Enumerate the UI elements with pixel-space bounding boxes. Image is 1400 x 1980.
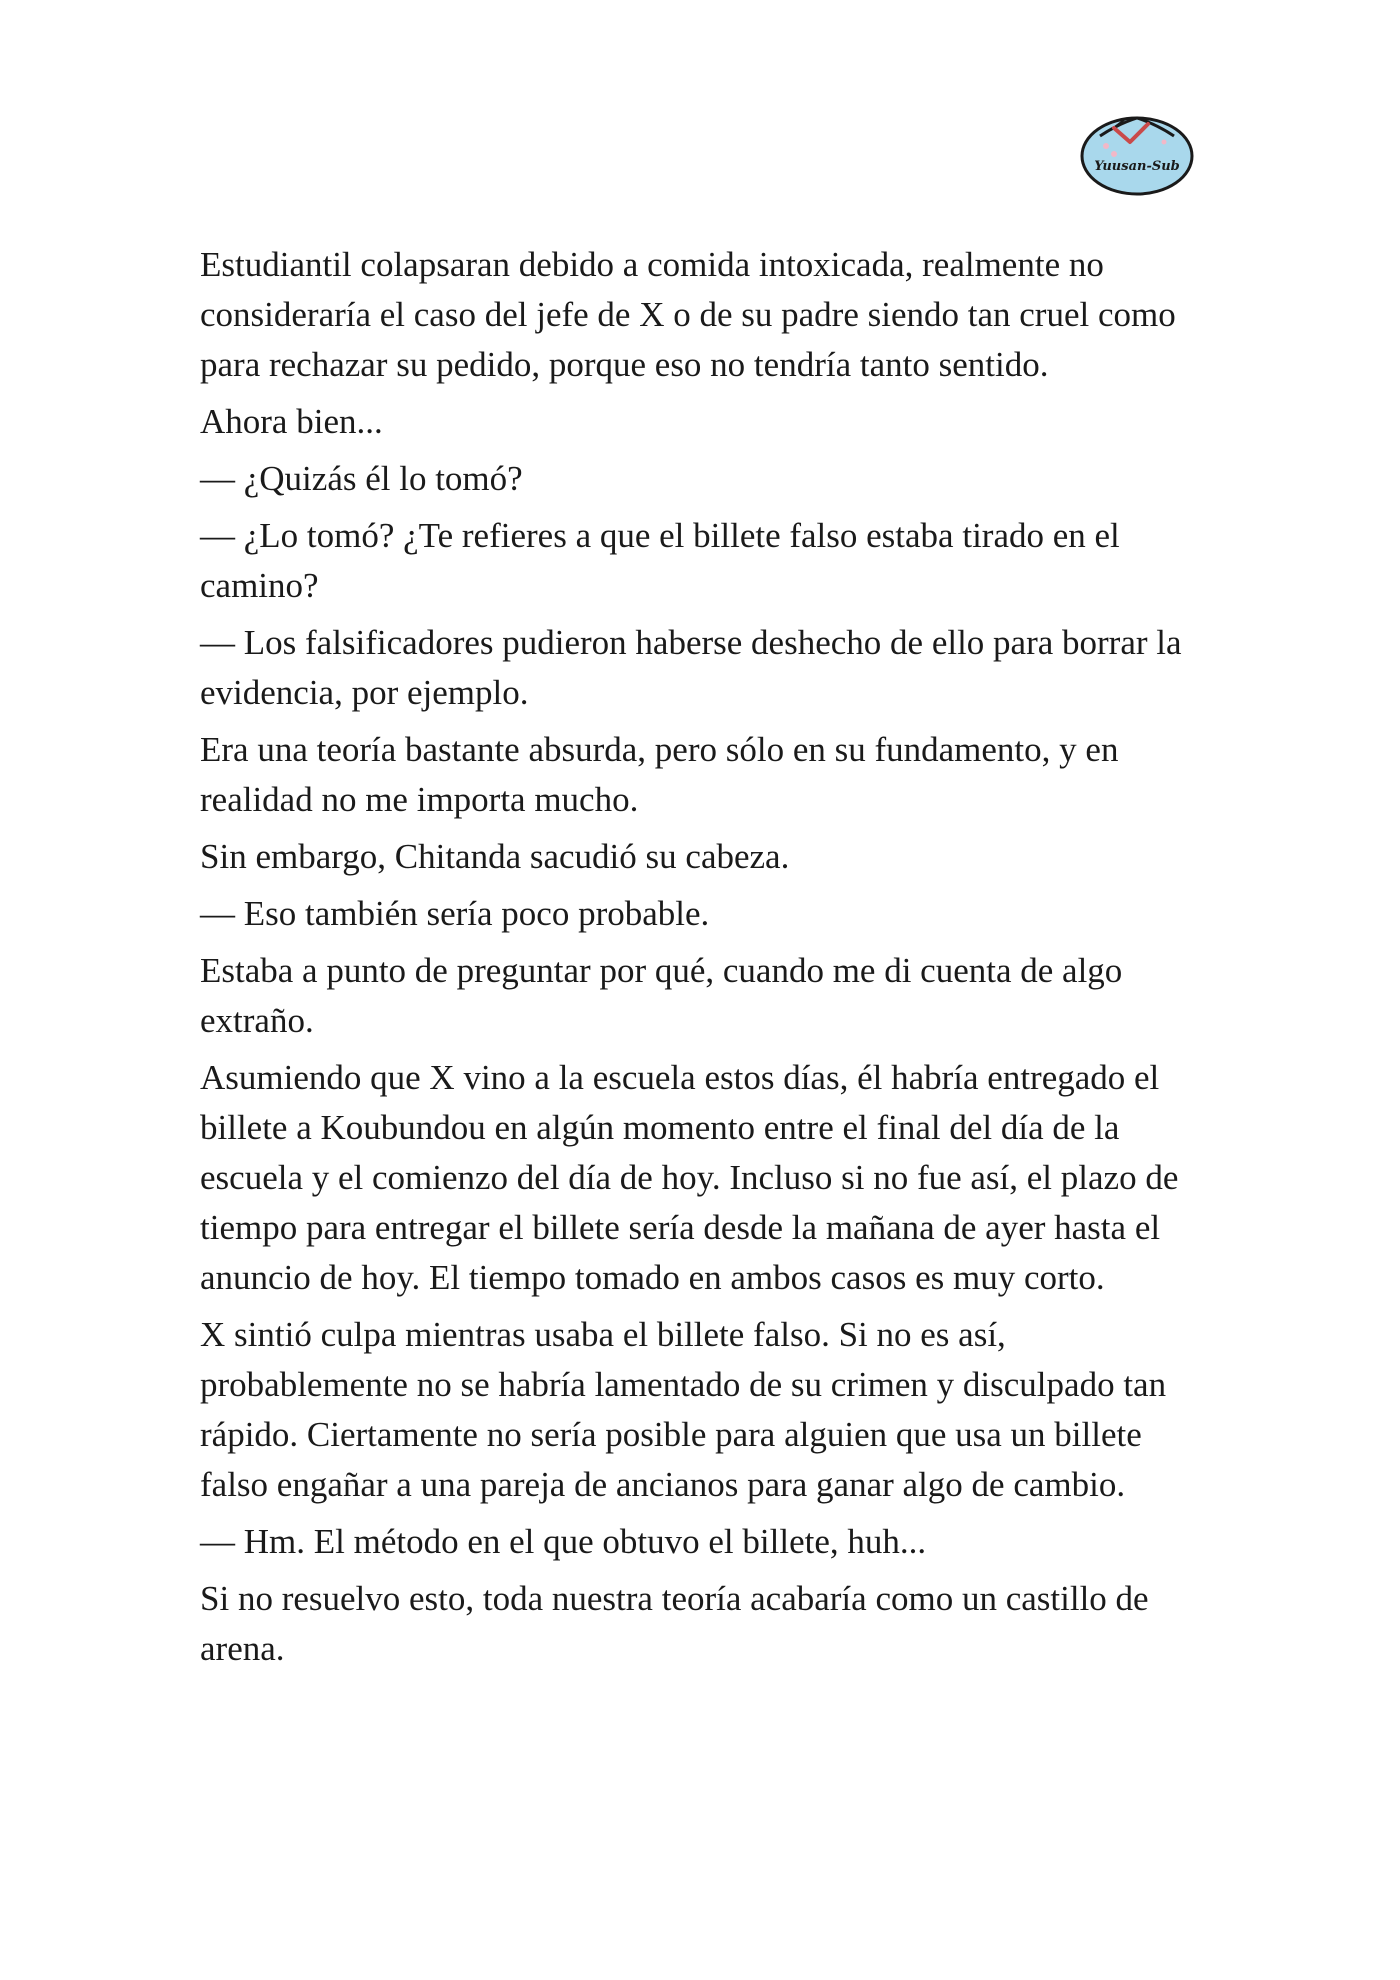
logo-text: Yuusan-Sub [1094, 159, 1180, 174]
body-text [200, 240, 1210, 1681]
dialogue-line: — Hm. El método en el que obtuvo el billete, huh... [200, 1522, 927, 1561]
paragraph: Estaba a punto de preguntar por qué, cuando me di cuenta de algo extraño. [200, 951, 1123, 1040]
paragraph: Ahora bien... [200, 402, 383, 441]
yuusan-sub-logo [1078, 106, 1196, 196]
paragraph: Si no resuelvo esto, toda nuestra teoría acabaría como un castillo de arena. [200, 1579, 1149, 1668]
dialogue-line: — Eso también sería poco probable. [200, 894, 710, 933]
paragraph: X sintió culpa mientras usaba el billete falso. Si no es así, probablemente no se habría lamentado de su crimen y disculpado tan rápido. Ciertamente no sería posible para alguien que usa un billete falso engañar a una pareja de ancianos para ganar algo de cambio. [200, 1315, 1167, 1504]
dialogue-line: — ¿Quizás él lo tomó? [200, 459, 523, 498]
bird-logo-icon [1078, 106, 1196, 196]
dialogue-line: — ¿Lo tomó? ¿Te refieres a que el billete falso estaba tirado en el camino? [200, 516, 1120, 605]
dialogue-line: — Los falsificadores pudieron haberse deshecho de ello para borrar la evidencia, por ejemplo. [200, 623, 1182, 712]
paragraph: Asumiendo que X vino a la escuela estos días, él habría entregado el billete a Koubundou en algún momento entre el final del día de la escuela y el comienzo del día de hoy. Incluso si no fue así, el plazo de tiempo para entregar el billete sería desde la mañana de ayer hasta el anuncio de hoy. El tiempo tomado en ambos casos es muy corto. [200, 1058, 1179, 1297]
paragraph: Era una teoría bastante absurda, pero sólo en su fundamento, y en realidad no me importa mucho. [200, 730, 1119, 819]
paragraph: Estudiantil colapsaran debido a comida intoxicada, realmente no consideraría el caso del jefe de X o de su padre siendo tan cruel como para rechazar su pedido, porque eso no tendría tanto sentido. [200, 245, 1176, 384]
paragraph: Sin embargo, Chitanda sacudió su cabeza. [200, 837, 790, 876]
